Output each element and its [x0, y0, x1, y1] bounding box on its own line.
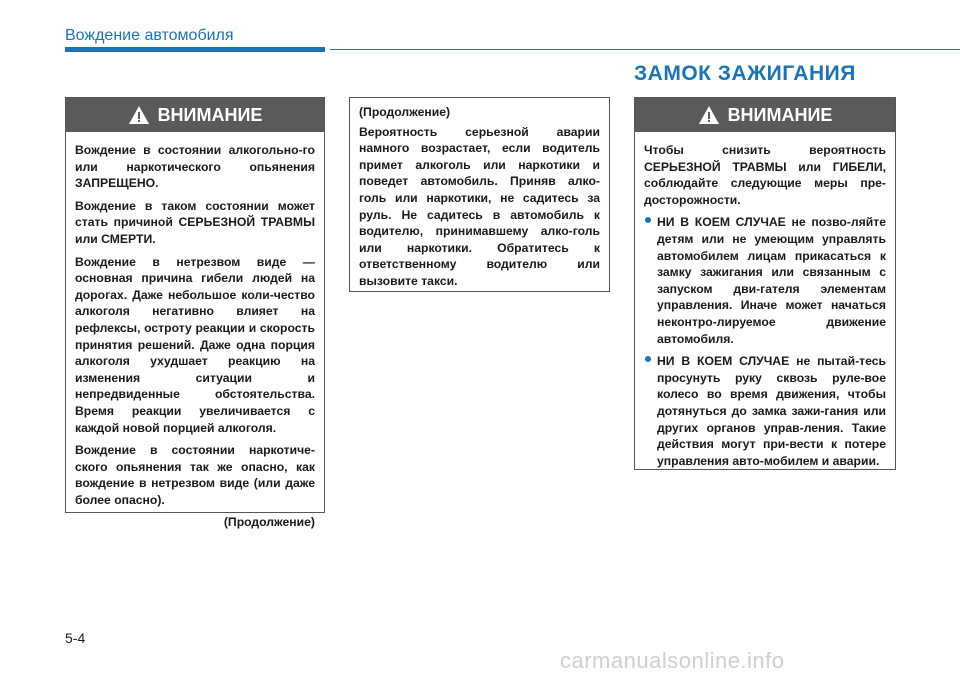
- warning-header: [635, 98, 895, 132]
- paragraph: Вождение в состоянии алкогольно-го или наркотического опьянения ЗАПРЕЩЕНО.: [75, 143, 315, 191]
- continuation-box: [349, 97, 610, 292]
- paragraph: Вероятность серьезной аварии намного возрастает, если водитель примет алкоголь или наркотики и поведет автомобиль. Приняв алко-голь или наркотики, не садитесь за руль. Не садитесь в автомобиль к водителю, принимавшему алко-голь или наркотики. Обратитесь к ответственному водителю или вызовите такси.: [359, 124, 600, 288]
- warning-header-label: ВНИМАНИЕ: [727, 104, 833, 125]
- warning-triangle-icon: [128, 105, 150, 125]
- bullet-list: [644, 214, 886, 469]
- warning-header-label: ВНИМАНИЕ: [157, 104, 263, 125]
- bullet-dot-icon: [645, 217, 651, 223]
- header-rule-thin: [330, 49, 960, 50]
- paragraph: Вождение в таком состоянии может стать причиной СЕРЬЕЗНОЙ ТРАВМЫ или СМЕРТИ.: [75, 198, 315, 246]
- list-item: [644, 353, 886, 469]
- warning-header: [66, 98, 324, 132]
- list-item-text: НИ В КОЕМ СЛУЧАЕ не позво-ляйте детям или не умеющим управлять автомобилем лицам прикасаться к замку зажигания или связанным с запуском дви-гателя элементам управления. Иначе может начаться неконтро-лируемое движение автомобиля.: [657, 215, 886, 346]
- paragraph: Вождение в состоянии наркотиче-ского опьянения так же опасно, как вождение в нетрезвом виде (или даже более опасно).: [75, 443, 315, 507]
- section-title: Вождение автомобиля: [65, 27, 234, 44]
- list-item: [644, 214, 886, 347]
- paragraph: Чтобы снизить вероятность СЕРЬЕЗНОЙ ТРАВМЫ или ГИБЕЛИ, соблюдайте следующие меры пре-досторожности.: [644, 143, 886, 207]
- bullet-dot-icon: [645, 356, 651, 362]
- paragraph: Вождение в нетрезвом виде — основная причина гибели людей на дорогах. Даже небольшое коли-чество алкоголя негативно влияет на рефлексы, остроту реакции и скорость принятия решений. Даже одна порция алкоголя ухудшает реакцию на изменения ситуации и непредвиденные обстоятельства. Время реакции увеличивается с каждой новой порцией алкоголя.: [75, 254, 315, 435]
- header-rule-thick: [65, 47, 325, 52]
- watermark: carmanualsonline.info: [560, 648, 785, 673]
- list-item-text: НИ В КОЕМ СЛУЧАЕ не пытай-тесь просунуть руку сквозь руле-вое колесо во время движения, чтобы дотянуться до замка зажи-гания или других органов управ-ления. Такие действия могут при-вести к потере управления авто-мобилем и аварии.: [657, 354, 886, 468]
- continued-label: (Продолжение): [359, 105, 451, 119]
- warning-triangle-icon: [698, 105, 720, 125]
- page-heading: ЗАМОК ЗАЖИГАНИЯ: [634, 62, 856, 85]
- warning-box-alcohol: [65, 97, 325, 530]
- warning-box-ignition: [634, 97, 896, 470]
- continued-label: (Продолжение): [223, 515, 315, 530]
- page-number: 5-4: [65, 630, 86, 646]
